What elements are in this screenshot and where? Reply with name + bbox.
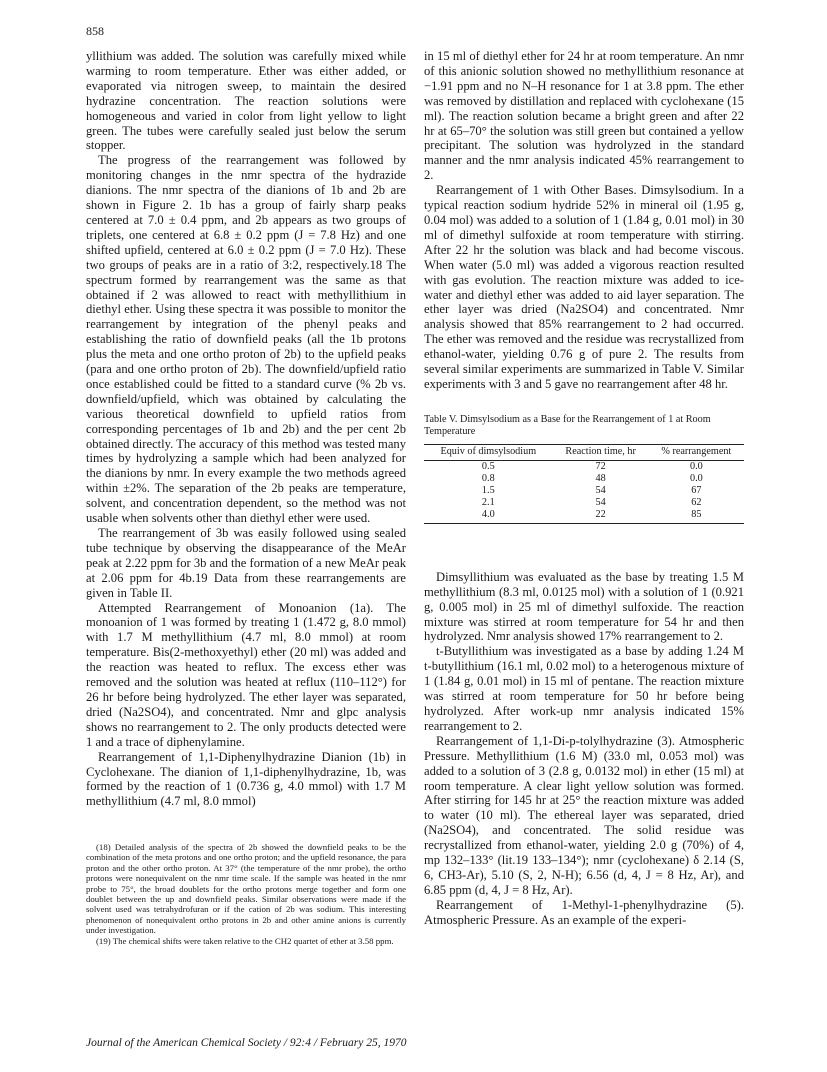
table-row bbox=[424, 473, 744, 485]
table-caption: Table V. Dimsylsodium as a Base for the Rearrangement of 1 at Room Temperature bbox=[424, 413, 711, 437]
table-cell: 1.5 bbox=[481, 484, 495, 496]
table-cell: 85 bbox=[649, 509, 744, 524]
table-header: % rearrangement bbox=[649, 444, 744, 460]
footnote: (19) The chemical shifts were taken relative to the CH2 quartet of ether at 3.58 ppm. bbox=[96, 935, 394, 946]
table-cell: 54 bbox=[595, 496, 606, 508]
footnote: (18) Detailed analysis of the spectra of 2b showed the downfield peaks to be the combination of the meta protons and one ortho proton; and the upfield resonance, the para proton and the other ortho proton. At 37° (the temperature of the nmr probe), the ortho protons were nonequivalent on the nmr time scale. If the sample was heated in the nmr probe to 75°, the broad doublets for the ortho protons merge together and form one doublet between the up and downfield peaks. Similar observations were made if the solvent used was tetrahydrofuran or if the cation of 2b was sodium. This interesting phenomenon of nonequivalent ortho protons in 2b and other amine anions is currently under investigation. bbox=[86, 842, 406, 936]
body-paragraph: yllithium was added. The solution was carefully mixed while warming to room temperature. Ether was either added, or evaporated via nitrogen sweep, to maintain the desired hydrazine concentration. The reaction solutions were homogeneous and varied in color from light yellow to light green. The tubes were carefully sealed just below the serum stopper. bbox=[86, 49, 406, 153]
table-cell: 62 bbox=[691, 496, 702, 508]
body-paragraph: in 15 ml of diethyl ether for 24 hr at room temperature. An nmr of this anionic solution showed no methyllithium resonance at −1.91 ppm and no N–H resonance for 1 at 3.8 ppm. The ether was removed by distillation and replaced with cyclohexane (15 ml). The reaction solution became a bright green and after 22 hr at 65–70° the solution was still green but contained a yellow precipitant. The solution was hydrolyzed in the standard manner and the nmr analysis indicated 45% rearrangement to 2. bbox=[424, 49, 744, 183]
table-cell: 0.0 bbox=[689, 472, 703, 484]
table-cell: 22 bbox=[553, 509, 649, 524]
body-paragraph: Attempted Rearrangement of Monoanion (1a). The monoanion of 1 was formed by treating 1 (1.472 g, 8.0 mmol) with 1.7 M methyllithium (4.7 ml, 8.0 mmol) at room temperature. Bis(2-methoxyethyl) ether (20 ml) was added and the reaction was heated to reflux. The excess ether was removed and the solution was heated at reflux (110–112°) for 26 hr before being hydrolyzed. The ether layer was separated, dried (Na2SO4), and concentrated. Nmr and glpc analysis shows no rearrangement to 2. The only products detected were 1 and a trace of diphenylamine. bbox=[86, 600, 406, 749]
table-row bbox=[424, 485, 744, 497]
data-table bbox=[424, 444, 744, 524]
table-cell: 4.0 bbox=[424, 509, 553, 524]
table-cell: 48 bbox=[595, 472, 606, 484]
table-cell: 2.1 bbox=[481, 496, 495, 508]
table-row bbox=[424, 460, 744, 473]
body-paragraph: Rearrangement of 1,1-Di-p-tolylhydrazine (3). Atmospheric Pressure. Methyllithium (1.6 M) (33.0 ml, 0.053 mol) was added to a solution of 3 (2.8 g, 0.0132 mol) in ether (15 ml) at room temperature. A clear light yellow solution was formed. After stirring for 145 hr at 25° the reaction mixture was added to water (10 ml). The ethereal layer was separated, dried (Na2SO4), and concentrated. The solid residue was recrystallized from ethanol-water, yielding 2.0 g (70%) of 4, mp 132–133° (lit.19 133–134°); nmr (cyclohexane) δ 2.14 (S, 6, CH3-Ar), 5.10 (S, 2, N-H); 6.56 (d, 4, J = 8 Hz, Ar), and 6.85 ppm (d, 4, J = 8 Hz, Ar). bbox=[424, 733, 744, 897]
body-paragraph: Rearrangement of 1 with Other Bases. Dimsylsodium. In a typical reaction sodium hydride 52% in mineral oil (1.95 g, 0.04 mol) was added to a solution of 1 (1.84 g, 0.01 mol) in 30 ml of dimethyl sulfoxide at room temperature with stirring. After 22 hr the solution was black and had become viscous. When water (5.0 ml) was added a vigorous reaction resulted with gas evolution. The reaction mixture was added to ice-water and diethyl ether was added to aid layer separation. The ether layer was dried (Na2SO4) and concentrated. Nmr analysis showed that 85% rearrangement to 2 had occurred. The ether was removed and the residue was recrystallized from ethanol-water, yielding 0.76 g of pure 2. The results from several similar experiments are summarized in Table V. Similar experiments with 3 and 5 gave no rearrangement after 48 hr. bbox=[424, 183, 744, 391]
journal-footer: Journal of the American Chemical Society / 92:4 / February 25, 1970 bbox=[86, 1037, 407, 1049]
spacer bbox=[424, 524, 744, 570]
table-cell: 0.8 bbox=[481, 472, 495, 484]
footnotes bbox=[86, 842, 406, 946]
table-header: Reaction time, hr bbox=[553, 444, 649, 460]
right-column bbox=[424, 49, 744, 928]
table-row bbox=[424, 497, 744, 509]
table-header: Equiv of dimsylsodium bbox=[424, 444, 553, 460]
table-cell: 0.0 bbox=[689, 460, 703, 472]
body-paragraph: Dimsyllithium was evaluated as the base by treating 1.5 M methyllithium (8.3 ml, 0.0125 mol) with a solution of 1 (0.921 g, 0.005 mol) in 25 ml of dimethyl sulfoxide. The reaction mixture was stirred at room temperature for 54 hr and then hydrolyzed. Nmr analysis showed 17% rearrangement to 2. bbox=[424, 569, 744, 644]
table-cell: 0.5 bbox=[481, 460, 495, 472]
table-cell: 72 bbox=[595, 460, 606, 472]
page-number: 858 bbox=[86, 24, 104, 38]
body-paragraph: t-Butyllithium was investigated as a base by adding 1.24 M t-butyllithium (16.1 ml, 0.02 mol) to a heterogenous mixture of 1 (1.84 g, 0.01 mol) in 15 ml of pentane. The reaction mixture was stirred at room temperature for 50 hr before being hydrolyzed. After work-up nmr analysis indicated 15% rearrangement to 2. bbox=[424, 644, 744, 733]
table-row bbox=[424, 509, 744, 524]
table-cell: 67 bbox=[691, 484, 702, 496]
body-paragraph: Rearrangement of 1-Methyl-1-phenylhydrazine (5). Atmospheric Pressure. As an example of the experi- bbox=[424, 897, 744, 927]
body-paragraph: Rearrangement of 1,1-Diphenylhydrazine Dianion (1b) in Cyclohexane. The dianion of 1,1-diphenylhydrazine, 1b, was formed by the reaction of 1 (0.736 g, 4.0 mmol) with 1.7 M methyllithium (4.7 ml, 8.0 mmol) bbox=[86, 749, 406, 809]
table-cell: 54 bbox=[595, 484, 606, 496]
left-column bbox=[86, 49, 406, 809]
body-paragraph: The progress of the rearrangement was followed by monitoring changes in the nmr spectra of the hydrazide dianions. The nmr spectra of the dianions of 1b and 2b are shown in Figure 2. 1b has a group of fairly sharp peaks centered at 7.0 ± 0.4 ppm, and 2b appears as two groups of triplets, one centered at 6.8 ± 0.2 ppm (J = 7.8 Hz) and one shifted upfield, centered at 6.0 ± 0.2 ppm (J = 7.0 Hz). These two groups of peaks are in a ratio of 3:2, respectively.18 The spectrum formed by rearrangement was the same as that obtained if 2 was allowed to react with methyllithium in diethyl ether. Using these spectra it was possible to monitor the rearrangement by integration of the phenyl peaks and establishing the ratio of downfield peaks (all the 1b protons plus the meta and one ortho proton of 2b) to the upfield peaks (para and one ortho proton of 2b). The downfield/upfield ratio once established could be fitted to a standard curve (% 2b vs. downfield/upfield, which was obtained by calculating the various theoretical downfield to upfield ratios from corresponding percentages of 1b and 2b) and the per cent 2b obtained directly. The accuracy of this method was tested many times by hydrolyzing a sample which had been analyzed for the dianions by nmr. In every example the two methods agreed within ±2%. The separation of the 2b peaks are temperature, solvent, and concentration dependent, so the method was not usable when solvents other than diethyl ether were used. bbox=[86, 153, 406, 526]
body-paragraph: The rearrangement of 3b was easily followed using sealed tube technique by observing the disappearance of the MeAr peak at 2.22 ppm for 3b and the formation of a new MeAr peak at 2.06 ppm for 4b.19 Data from these rearrangements are given in Table II. bbox=[86, 526, 406, 600]
table-v bbox=[424, 414, 744, 524]
